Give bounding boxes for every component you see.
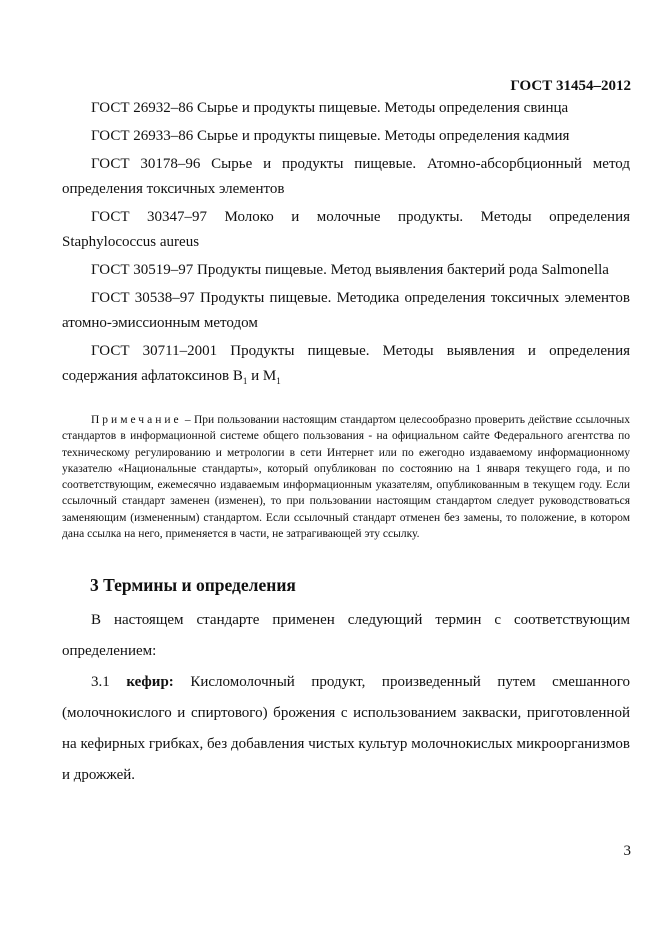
reference-line-2: атомно-эмиссионным методом <box>62 315 258 331</box>
reference-item <box>62 205 630 255</box>
term-definition-text: Кисломолочный продукт, произведенный путем смешанного (молочнокислого и спиртового) брожения с использованием закваски, приготовленной на кефирных грибках, без добавления чистых культур молочнокислых микроорганизмов и дрожжей. <box>62 674 630 783</box>
reference-item <box>62 96 630 121</box>
reference-line-1: ГОСТ 30347–97 Молоко и молочные продукты. Методы определения <box>91 209 630 225</box>
reference-line-2 <box>62 364 630 394</box>
term-number: 3.1 <box>91 674 127 690</box>
subscript: 1 <box>242 376 248 386</box>
note-label: Примечание <box>91 414 182 426</box>
note-dash: – <box>181 414 194 426</box>
term-name: кефир: <box>126 674 174 690</box>
reference-line-2-prefix: содержания афлатоксинов B <box>62 368 243 384</box>
term-definition <box>62 667 630 791</box>
section-body <box>62 605 630 791</box>
reference-line-1: ГОСТ 30538–97 Продукты пищевые. Методика определения токсичных элементов <box>91 290 630 306</box>
reference-line-1: ГОСТ 30711–2001 Продукты пищевые. Методы выявления и определения <box>91 343 630 359</box>
reference-line-1: ГОСТ 30178–96 Сырье и продукты пищевые. Атомно-абсорбционный метод <box>91 156 630 172</box>
reference-text: ГОСТ 30519–97 Продукты пищевые. Метод выявления бактерий рода Salmonella <box>91 262 609 278</box>
normative-references-list <box>62 96 630 394</box>
reference-line-2-mid: и M <box>247 368 277 384</box>
section-intro: В настоящем стандарте применен следующий термин с соответствующим определением: <box>62 612 630 659</box>
section-title: 3 Термины и определения <box>90 575 296 595</box>
reference-text: ГОСТ 26933–86 Сырье и продукты пищевые. Методы определения кадмия <box>91 128 570 144</box>
document-header-code: ГОСТ 31454–2012 <box>510 78 631 94</box>
reference-line-2: Staphylococcus aureus <box>62 234 200 250</box>
note-paragraph <box>62 412 630 542</box>
reference-text: ГОСТ 26932–86 Сырье и продукты пищевые. Методы определения свинца <box>91 100 569 116</box>
reference-item <box>62 124 630 149</box>
note-block <box>62 412 630 542</box>
note-text: При пользовании настоящим стандартом целесообразно проверить действие ссылочных стандартов в информационной системе общего пользования - на официальном сайте Федерального агентства по техническому регулированию и метрологии в сети Интернет или по ежегодно издаваемому информационному указателю «Национальные стандарты», который опубликован по состоянию на 1 января текущего года, и по соответствующим, ежемесячно издаваемым информационным указателям, опубликованным в текущем году. Если ссылочный стандарт заменен (изменен), то при пользовании настоящим стандартом следует руководствоваться заменяющим (измененным) стандартом. Если ссылочный стандарт отменен без замены, то положение, в котором дана ссылка на него, применяется в части, не затрагивающей эту ссылку. <box>62 414 630 541</box>
reference-item <box>62 339 630 394</box>
reference-item <box>62 152 630 202</box>
reference-line-2: определения токсичных элементов <box>62 181 285 197</box>
page-number: 3 <box>623 843 631 859</box>
subscript: 1 <box>276 376 281 386</box>
reference-item <box>62 258 630 283</box>
reference-item <box>62 286 630 336</box>
